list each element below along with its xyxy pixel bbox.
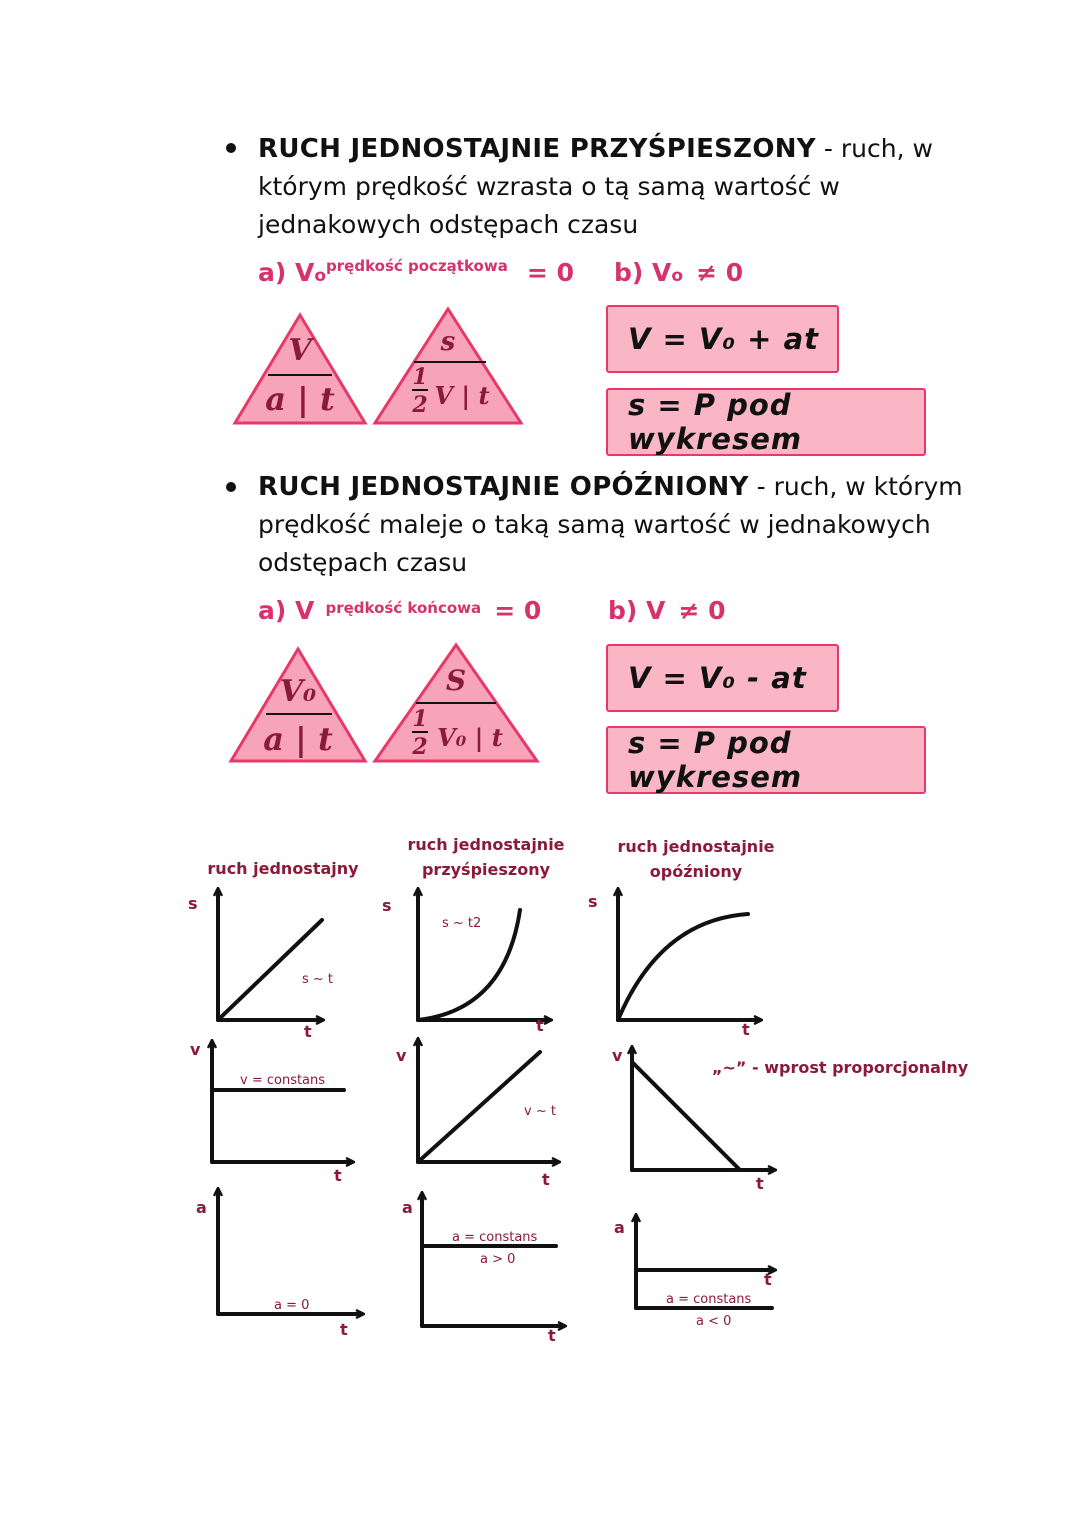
section1-case-b	[614, 258, 743, 287]
case-b-sub: o	[671, 266, 684, 286]
axis-t-4: t	[334, 1166, 342, 1185]
bullet-1	[226, 143, 236, 153]
label-s-t: s ~ t	[302, 972, 334, 987]
axis-v-1: v	[190, 1040, 201, 1059]
axis-a-3: a	[614, 1218, 625, 1237]
section2-desc-1: - ruch, w którym	[748, 472, 963, 501]
section2-case-b	[608, 596, 726, 625]
case-a-eq: = 0	[526, 258, 574, 287]
tri4-top: S	[445, 664, 467, 697]
tri2-frac-den: 2	[412, 392, 428, 418]
tri4-bottom: V₀ | t	[437, 723, 503, 752]
axis-v-2: v	[396, 1046, 407, 1065]
graph-v-t-accelerated	[418, 1042, 556, 1162]
col3-title-line1: ruch jednostajnie	[617, 837, 775, 856]
section2-formula-distance: s = P pod wykresem	[606, 726, 926, 794]
case2-b-label: b) V	[608, 596, 666, 625]
section2-triangle-v0	[228, 646, 368, 764]
axis-a-1: a	[196, 1198, 207, 1217]
tri2-frac-num: 1	[412, 364, 428, 390]
axis-v-3: v	[612, 1046, 623, 1065]
section1-heading: RUCH JEDNOSTAJNIE PRZYŚPIESZONY	[258, 134, 816, 164]
section1-case-a	[258, 258, 574, 287]
tri3-bottom: a | t	[263, 720, 333, 758]
axis-t-9: t	[764, 1270, 772, 1289]
col1-title: ruch jednostajny	[207, 859, 359, 878]
axis-t-8: t	[548, 1326, 556, 1345]
label-a-neg: a < 0	[696, 1314, 732, 1329]
axis-a-2: a	[402, 1198, 413, 1217]
axis-t-3: t	[742, 1020, 750, 1039]
col3-title-line2: opóźniony	[649, 862, 743, 881]
case-a-sup: prędkość początkowa	[326, 257, 508, 275]
section2-desc-3: odstępach czasu	[258, 548, 468, 577]
label-a-const-neg: a = constans	[666, 1292, 752, 1307]
section1-formula-velocity: V = V₀ + at	[606, 305, 839, 373]
col2-title	[396, 832, 576, 882]
graph-v-t-uniform	[212, 1044, 350, 1162]
section1-desc-1: - ruch, w	[815, 134, 933, 163]
graph-a-t-uniform	[218, 1192, 360, 1314]
case2-a-eq: = 0	[494, 596, 542, 625]
case-b-eq: ≠ 0	[696, 258, 744, 287]
col2-title-line2: przyśpieszony	[421, 860, 551, 879]
tri4-frac-den: 2	[412, 734, 428, 760]
col2-title-line1: ruch jednostajnie	[407, 835, 565, 854]
section2-triangle-s	[372, 642, 540, 764]
section2-desc-2: prędkość maleje o taką samą wartość w jednakowych	[258, 510, 931, 539]
axis-t-2: t	[536, 1016, 544, 1035]
tri2-top: s	[440, 327, 456, 357]
tri4-frac-num: 1	[412, 706, 428, 732]
label-a-pos: a > 0	[480, 1252, 516, 1267]
tri3-top: V₀	[279, 674, 317, 709]
section2-heading-line	[258, 468, 963, 506]
section2-case-a	[258, 596, 541, 625]
graph-s-t-decelerated	[618, 892, 758, 1020]
tri1-top: V	[288, 333, 312, 368]
axis-t-7: t	[340, 1320, 348, 1339]
axis-s-1: s	[188, 894, 198, 913]
case2-a-sup: prędkość końcowa	[325, 599, 482, 617]
tri2-bottom: V | t	[434, 381, 490, 410]
section1-heading-line	[258, 130, 933, 168]
section1-formula-distance: s = P pod wykresem	[606, 388, 926, 456]
axis-s-2: s	[382, 896, 392, 915]
axis-t-6: t	[756, 1174, 764, 1193]
section1-triangle-s	[372, 306, 524, 426]
graph-s-t-uniform	[218, 892, 322, 1020]
section2-formula-velocity: V = V₀ - at	[606, 644, 839, 712]
graph-s-t-accelerated	[418, 892, 548, 1020]
label-v-const: v = constans	[240, 1073, 326, 1088]
axis-t-1: t	[304, 1022, 312, 1041]
label-a-const-pos: a = constans	[452, 1230, 538, 1245]
bullet-2	[226, 482, 236, 492]
case-a-sub: o	[314, 266, 327, 286]
case-b-label: b) V	[614, 258, 672, 287]
label-v-t: v ~ t	[524, 1104, 556, 1119]
axis-t-5: t	[542, 1170, 550, 1189]
label-s-t2: s ~ t2	[442, 916, 482, 931]
tri1-bottom: a | t	[265, 380, 335, 418]
case2-a-label: a) V	[258, 596, 315, 625]
section1-desc-3: jednakowych odstępach czasu	[258, 210, 639, 239]
case2-b-eq: ≠ 0	[678, 596, 726, 625]
section1-triangle-v	[232, 312, 368, 426]
col3-title	[606, 834, 786, 884]
label-a-zero: a = 0	[274, 1298, 310, 1313]
axis-s-3: s	[588, 892, 598, 911]
section2-heading: RUCH JEDNOSTAJNIE OPÓŹNIONY	[258, 472, 749, 502]
section1-desc-2: którym prędkość wzrasta o tą samą wartość w	[258, 172, 840, 201]
proportional-note: „~” - wprost proporcjonalny	[712, 1058, 969, 1077]
case-a-label: a) V	[258, 258, 315, 287]
